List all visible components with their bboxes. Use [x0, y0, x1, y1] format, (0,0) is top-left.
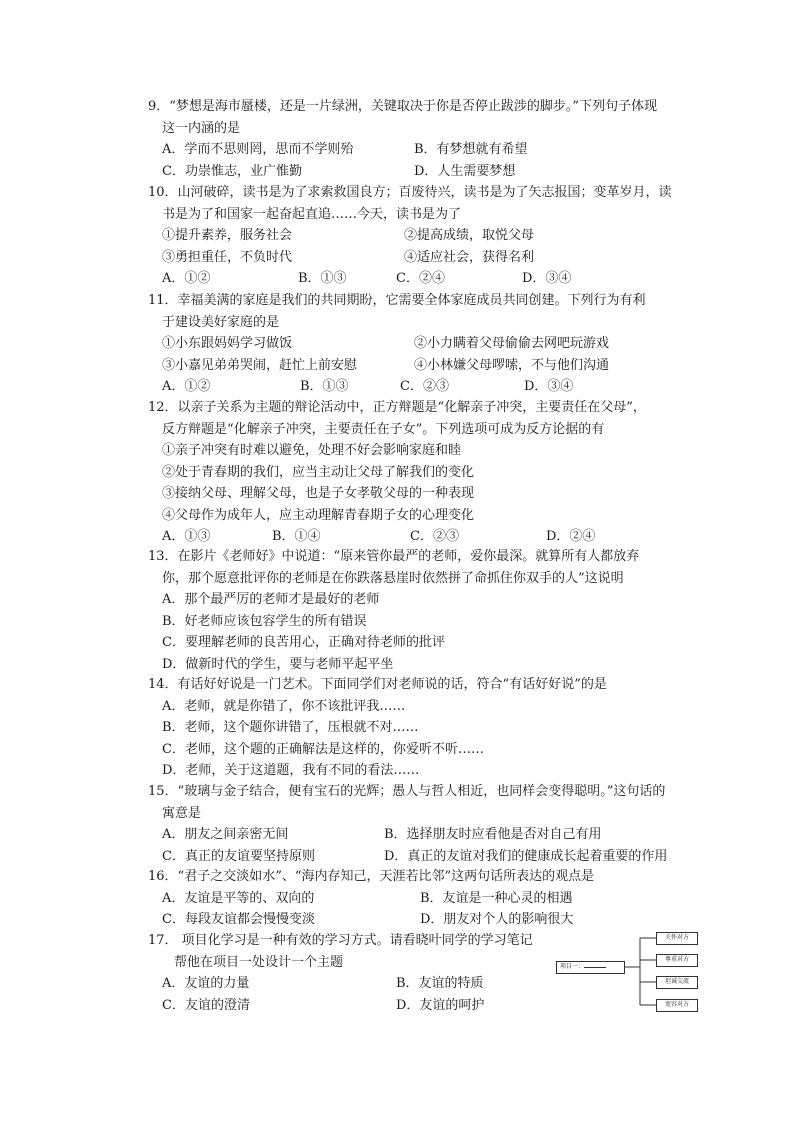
option-c[interactable]: C．②③ — [400, 379, 449, 394]
question-stem: 于建设美好家庭的是 — [162, 314, 280, 330]
option-d[interactable]: D．做新时代的学生，要与老师平起平坐 — [162, 656, 394, 672]
question-stem: 12．以亲子关系为主题的辩论活动中，正方辩题是“化解亲子冲突，主要责任在父母”， — [148, 400, 646, 415]
option-a[interactable]: A．友谊是平等的、双向的 — [162, 890, 315, 906]
option-d[interactable]: D．③④ — [524, 379, 574, 394]
options-row — [148, 139, 688, 161]
option-a[interactable]: A．①③ — [162, 529, 211, 544]
project-label: 项目一： — [560, 963, 585, 970]
option-c[interactable]: C．老师，这个题的正确解法是这样的，你爱听不听…… — [162, 741, 484, 757]
option-d[interactable]: D．真正的友谊对我们的健康成长起着重要的作用 — [384, 848, 668, 864]
option-b[interactable]: B．有梦想就有希望 — [414, 142, 528, 157]
option-c[interactable]: C．每段友谊都会慢慢变淡 — [162, 912, 315, 927]
question-stem: 16．“君子之交淡如水”、“海内存知己，天涯若比邻”这两句话所表达的观点是 — [148, 869, 595, 884]
option-d[interactable]: D．②④ — [546, 529, 596, 544]
options-row — [148, 376, 688, 398]
option-a[interactable]: A．①② — [162, 271, 211, 286]
statement-4: ④父母作为成年人，应主动理解青春期子女的心理变化 — [162, 507, 475, 523]
study-notes-diagram — [556, 930, 698, 1016]
option-b[interactable]: B．①③ — [298, 271, 347, 286]
project-box — [556, 961, 625, 974]
question-stem: 你，那个愿意批评你的老师是在你跌落悬崖时依然拼了命抓住你双手的人”这说明 — [162, 570, 624, 586]
question-9 — [148, 96, 688, 182]
question-12 — [148, 397, 688, 548]
question-15 — [148, 781, 688, 867]
options-row — [148, 909, 688, 931]
options-row — [148, 888, 688, 910]
option-c[interactable]: C．友谊的澄清 — [162, 997, 250, 1013]
option-d[interactable]: D．老师，关于这道题，我有不同的看法…… — [162, 763, 420, 778]
option-c[interactable]: C．②④ — [396, 271, 445, 286]
option-b[interactable]: B．友谊是一种心灵的相遇 — [420, 890, 573, 906]
options-row — [148, 846, 688, 868]
option-a[interactable]: A．①② — [162, 379, 211, 394]
question-stem: 反方辩题是“化解亲子冲突，主要责任在子女”。下列选项可成为反方论据的有 — [162, 421, 605, 437]
option-b[interactable]: B．友谊的特质 — [396, 976, 484, 991]
question-11 — [148, 290, 688, 398]
question-stem: 书是为了和国家一起奋起直追……今天，读书是为了 — [162, 206, 462, 222]
options-row — [148, 268, 688, 290]
question-stem: 14．有话好好说是一门艺术。下面同学们对老师说的话，符合“有话好好说”的是 — [148, 677, 607, 692]
question-stem: 11．幸福美满的家庭是我们的共同期盼，它需要全体家庭成员共同创建。下列行为有利 — [148, 293, 646, 308]
statement-4: ④小林嫌父母啰嗦，不与他们沟通 — [414, 357, 610, 373]
options-row — [148, 995, 558, 1017]
option-b[interactable]: B．①④ — [272, 529, 321, 544]
statements-row — [148, 247, 688, 269]
option-d[interactable]: D．朋友对个人的影响很大 — [420, 912, 574, 927]
statement-2: ②提高成绩，取悦父母 — [404, 228, 535, 243]
question-stem: 17． 项目化学习是一种有效的学习方式。请看晓叶同学的学习笔记 — [148, 933, 533, 948]
question-17 — [148, 930, 558, 1016]
statement-3: ③勇担重任，不负时代 — [162, 249, 293, 265]
question-stem: 15．“玻璃与金子结合，便有宝石的光辉；愚人与哲人相近，也同样会变得聪明。”这句话的 — [148, 784, 666, 799]
option-b[interactable]: B．选择朋友时应看他是否对自己有用 — [384, 827, 602, 842]
option-d[interactable]: D．友谊的呵护 — [396, 997, 485, 1013]
option-a[interactable]: A．朋友之间亲密无间 — [162, 827, 289, 842]
option-b[interactable]: B．老师，这个题你讲错了，压根就不对…… — [162, 720, 419, 735]
options-row — [148, 161, 688, 183]
option-d[interactable]: D．人生需要梦想 — [414, 163, 516, 179]
statement-4: ④适应社会，获得名利 — [404, 249, 535, 265]
statements-row — [148, 355, 688, 377]
question-stem: 寓意是 — [162, 805, 202, 821]
diagram-box: 坦诚交流 — [656, 976, 698, 989]
question-stem: 13．在影片《老师好》中说道：“原来管你最严的老师，爱你最深。就算所有人都放弃 — [148, 549, 640, 564]
question-stem: 10．山河破碎，读书是为了求索救国良方；百废待兴，读书是为了矢志报国；变革岁月，读 — [148, 185, 672, 200]
option-b[interactable]: B．①③ — [300, 379, 349, 394]
options-row — [148, 824, 688, 846]
diagram-box: 宽容对方 — [656, 999, 698, 1012]
question-14 — [148, 674, 688, 782]
question-stem: 帮他在项目一处设计一个主题 — [174, 954, 344, 970]
options-row — [148, 526, 688, 548]
question-16 — [148, 866, 688, 931]
option-c[interactable]: C．真正的友谊要坚持原则 — [162, 848, 315, 864]
question-10 — [148, 182, 688, 290]
diagram-box: 尊重对方 — [656, 954, 698, 967]
statements-row — [148, 333, 688, 355]
option-c[interactable]: C．②③ — [410, 529, 459, 544]
options-row — [148, 973, 558, 995]
option-a[interactable]: A．老师，就是你错了，你不该批评我…… — [162, 698, 406, 714]
option-a[interactable]: A．那个最严厉的老师才是最好的老师 — [162, 592, 380, 607]
question-13 — [148, 546, 688, 675]
question-stem: 这一内涵的是 — [162, 120, 241, 136]
statement-2: ②处于青春期的我们，应当主动让父母了解我们的变化 — [162, 464, 475, 480]
option-a[interactable]: A．学而不思则罔，思而不学则殆 — [162, 142, 354, 157]
statement-2: ②小力瞒着父母偷偷去网吧玩游戏 — [414, 336, 610, 351]
diagram-box: 关怀对方 — [656, 932, 698, 945]
statement-1: ①亲子冲突有时难以避免，处理不好会影响家庭和睦 — [162, 443, 462, 458]
option-b[interactable]: B．好老师应该包容学生的所有错误 — [162, 613, 367, 629]
question-stem: 9．“梦想是海市蜃楼，还是一片绿洲，关键取决于你是否停止跋涉的脚步。”下列句子体现 — [148, 99, 658, 114]
statement-3: ③接纳父母、理解父母，也是子女孝敬父母的一种表现 — [162, 486, 475, 501]
option-c[interactable]: C．要理解老师的良苦用心，正确对待老师的批评 — [162, 635, 445, 650]
statement-1: ①小东跟妈妈学习做饭 — [162, 336, 293, 351]
statement-3: ③小嘉见弟弟哭闹，赶忙上前安慰 — [162, 357, 358, 373]
statements-row — [148, 225, 688, 247]
option-d[interactable]: D．③④ — [522, 271, 572, 286]
option-a[interactable]: A．友谊的力量 — [162, 976, 250, 991]
option-c[interactable]: C．功崇惟志，业广惟勤 — [162, 163, 302, 179]
statement-1: ①提升素养，服务社会 — [162, 228, 293, 243]
